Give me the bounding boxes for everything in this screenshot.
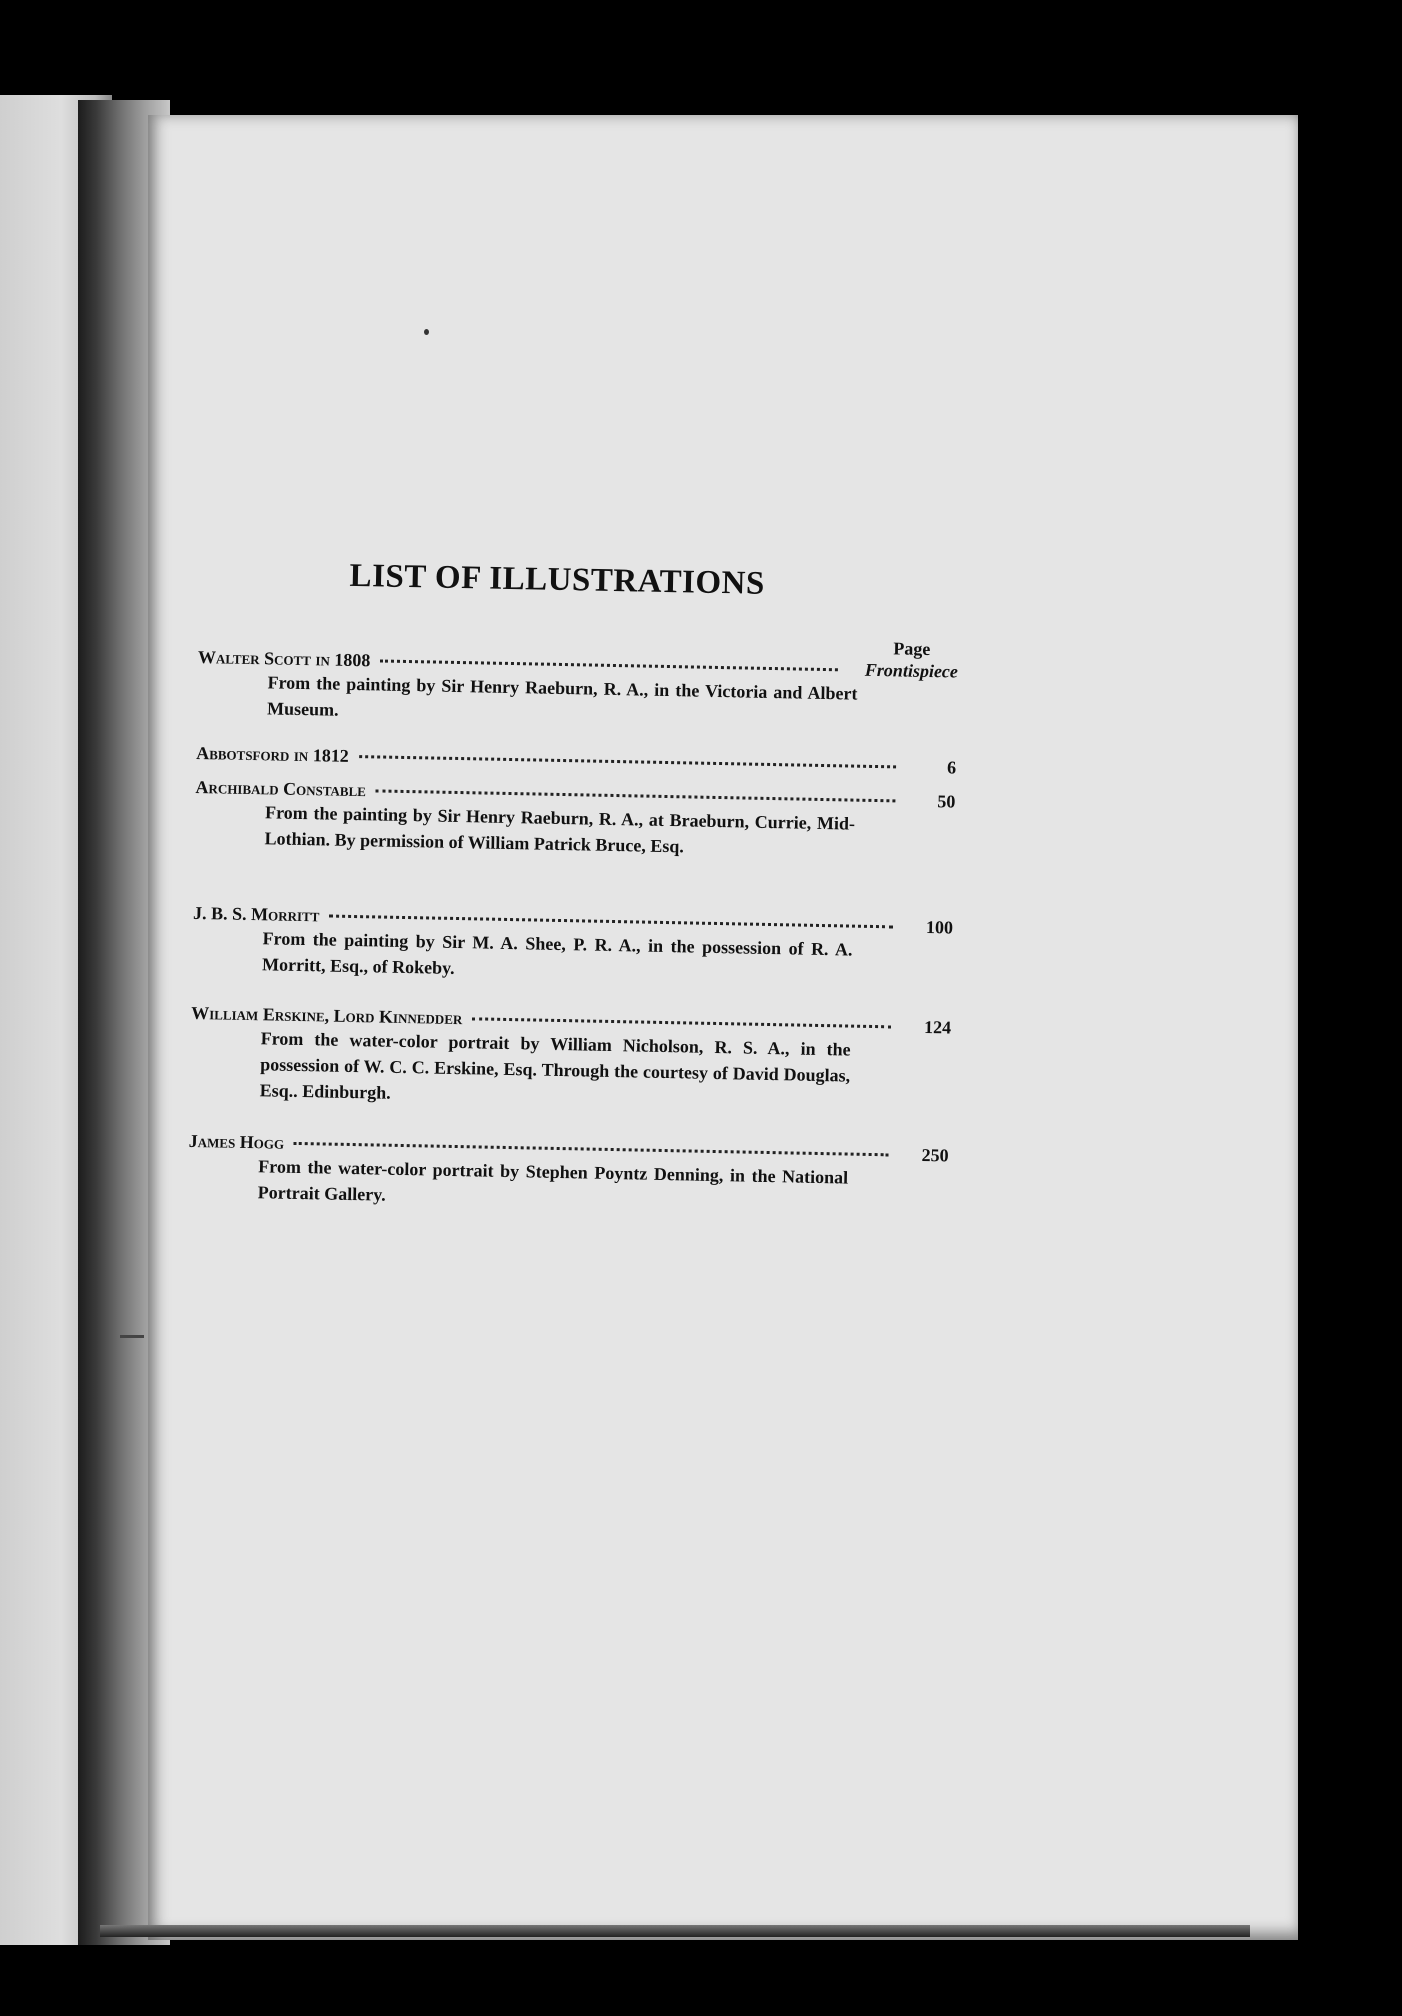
- entry-title: J. B. S. Morritt: [192, 902, 320, 926]
- entry-title: Archibald Constable: [195, 776, 367, 801]
- entry-page: 50: [937, 791, 956, 812]
- entry-title: Abbotsford in 1812: [196, 742, 350, 766]
- dot-leader: [380, 659, 838, 671]
- ink-speck: [424, 329, 429, 335]
- dot-leader: [359, 755, 896, 768]
- entry-page: 124: [923, 1016, 952, 1038]
- page-title: LIST OF ILLUSTRATIONS: [349, 557, 766, 602]
- page-column-header: Page: [893, 638, 931, 660]
- list-item: [192, 903, 953, 991]
- entry-caption: From the painting by Sir Henry Raeburn, R. A., at Braeburn, Currie, Mid-Lothian. By permission of William Patrick Bruce, Esq.: [264, 802, 856, 857]
- list-item: [194, 777, 955, 865]
- dot-leader: [329, 915, 893, 929]
- entry-title: James Hogg: [188, 1130, 285, 1153]
- entry-caption: From the painting by Sir Henry Raeburn, R. A., in the Victoria and Albert Museum.: [266, 672, 858, 720]
- entry-page: Frontispiece: [864, 659, 959, 682]
- entry-caption: From the painting by Sir M. A. Shee, P. R. A., in the possession of R. A. Morritt, Esq., of Rokeby.: [261, 928, 853, 978]
- list-item: [189, 1003, 951, 1117]
- dot-leader: [472, 1017, 891, 1028]
- page-marker: [120, 1335, 144, 1338]
- entry-title: Walter Scott in 1808: [197, 646, 371, 671]
- dot-leader: [294, 1142, 889, 1156]
- list-item: [197, 647, 958, 735]
- entry-page: 250: [921, 1144, 949, 1166]
- entry-caption: From the water-color portrait by Stephen Poyntz Denning, in the National Portrait Gallery.: [257, 1156, 849, 1205]
- entry-page: 6: [946, 757, 957, 778]
- list-item: [188, 1131, 949, 1219]
- entry-caption: From the water-color portrait by William Nicholson, R. S. A., in the possession of W. C. C. Erskine, Esq. Through the courtesy of David Douglas, Esq.. Edinburgh.: [259, 1028, 851, 1103]
- page-bottom-edge: [100, 1925, 1250, 1937]
- entry-title: William Erskine, Lord Kinnedder: [191, 1002, 463, 1029]
- entry-page: 100: [925, 917, 954, 938]
- dot-leader: [376, 789, 896, 802]
